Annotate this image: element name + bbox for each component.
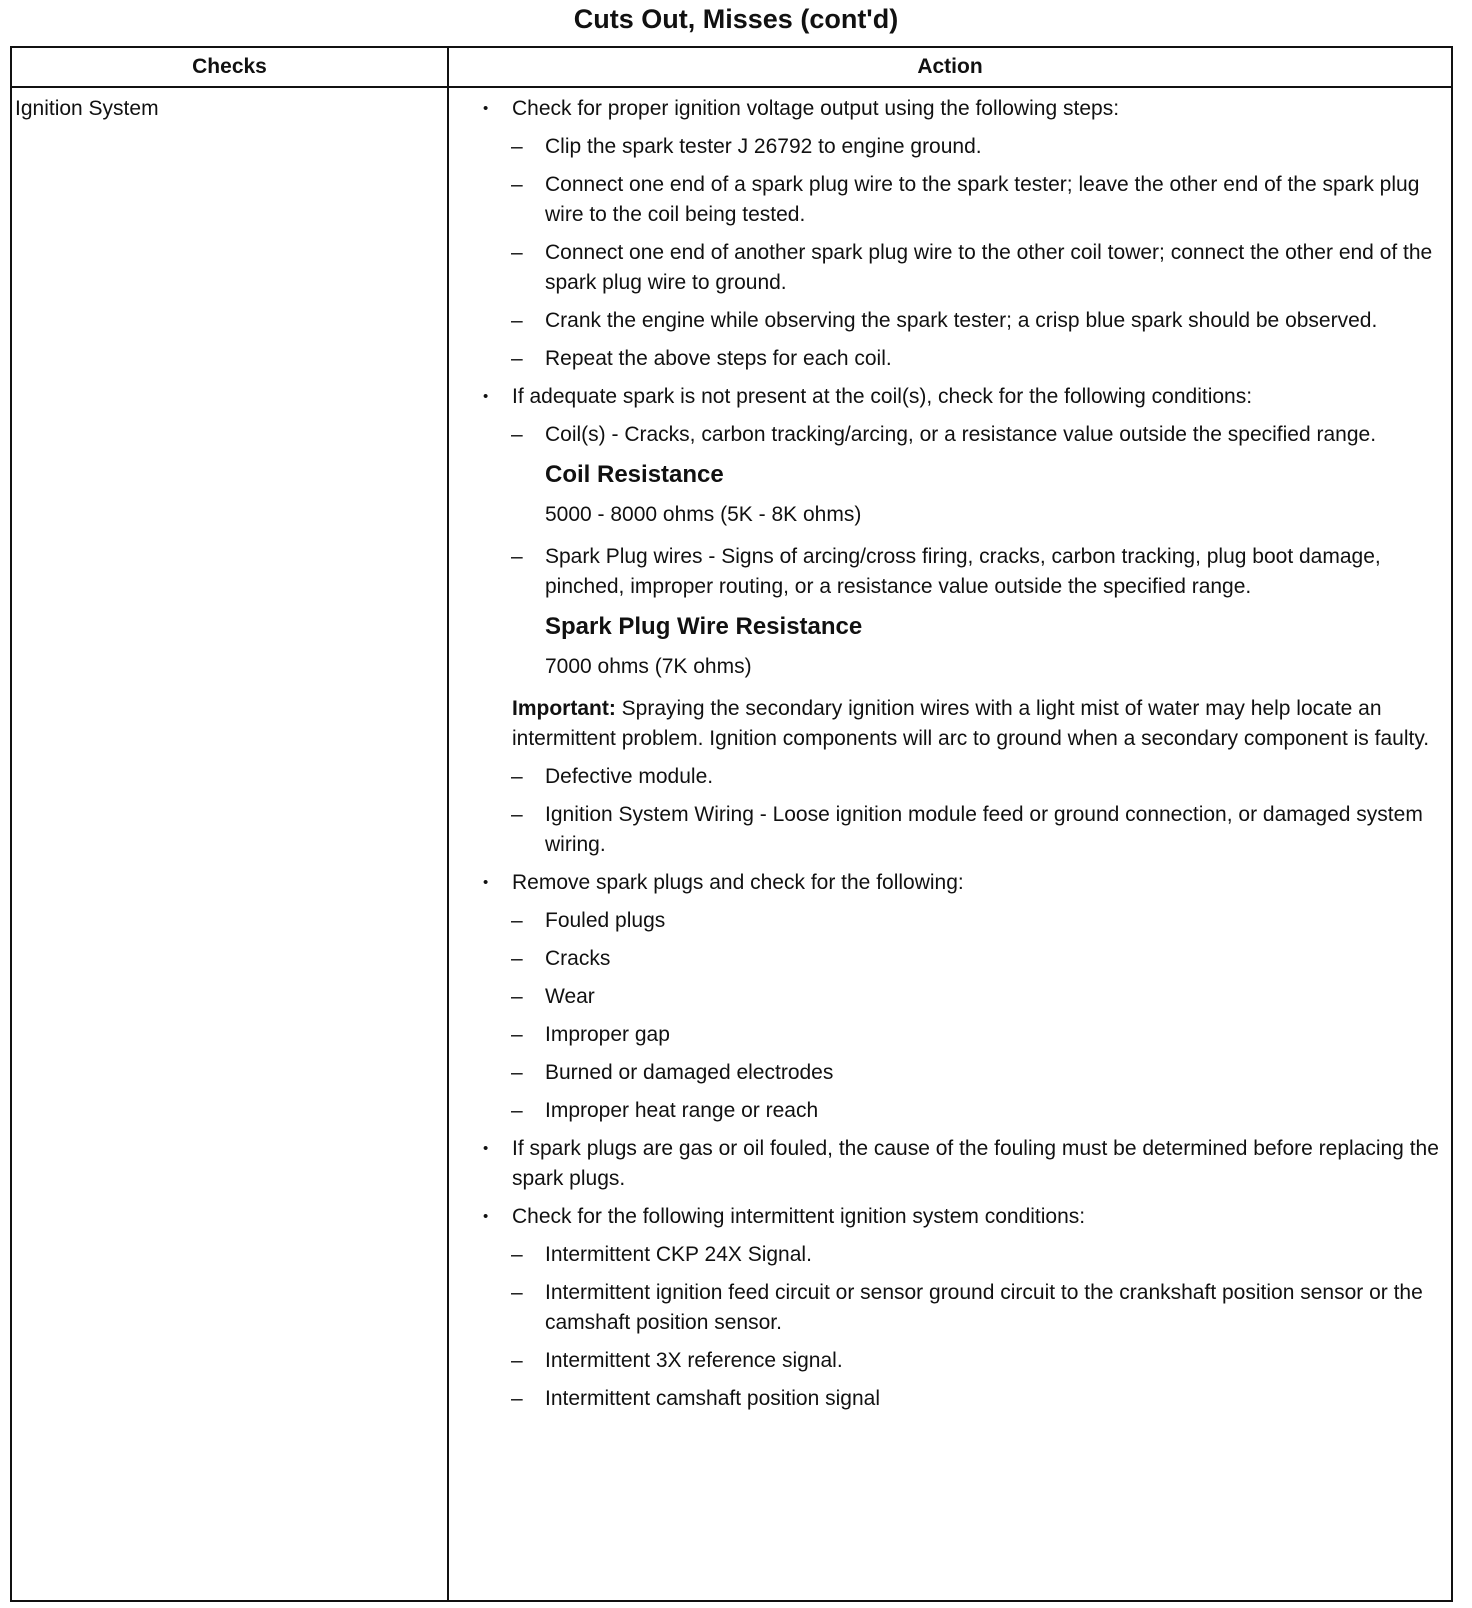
dash-item: – Improper heat range or reach	[479, 1096, 1443, 1126]
dash-item: – Spark Plug wires - Signs of arcing/cross firing, cracks, carbon tracking, plug boot damage, pinched, improper routing, or a resistance value outside the specified range.	[479, 542, 1443, 602]
dash-item: – Improper gap	[479, 1020, 1443, 1050]
coil-resistance-value: 5000 - 8000 ohms (5K - 8K ohms)	[545, 503, 862, 526]
dash-item: – Wear	[479, 982, 1443, 1012]
dash-item: – Burned or damaged electrodes	[479, 1058, 1443, 1088]
header-row	[11, 47, 1452, 87]
dash-item: – Intermittent 3X reference signal.	[479, 1346, 1443, 1376]
important-label: Important:	[512, 697, 616, 720]
wire-resistance-heading: Spark Plug Wire Resistance	[545, 613, 863, 640]
dash-item: – Connect one end of a spark plug wire to the spark tester; leave the other end of the spark plug wire to the coil being tested.	[479, 170, 1443, 230]
diagnostic-table	[10, 46, 1453, 1602]
dash-item: – Fouled plugs	[479, 906, 1443, 936]
dash-item: – Ignition System Wiring - Loose ignition module feed or ground connection, or damaged system wiring.	[479, 800, 1443, 860]
dash-item: – Coil(s) - Cracks, carbon tracking/arcing, or a resistance value outside the specified range.	[479, 420, 1443, 450]
bullet-item: • If adequate spark is not present at the coil(s), check for the following conditions:	[479, 382, 1443, 412]
bullet-item: • Check for proper ignition voltage output using the following steps:	[479, 94, 1443, 124]
dash-item: – Clip the spark tester J 26792 to engine ground.	[479, 132, 1443, 162]
bullet-item: • Check for the following intermittent ignition system conditions:	[479, 1202, 1443, 1232]
action-cell	[448, 87, 1452, 1601]
checks-column-header: Checks	[11, 47, 448, 87]
important-note	[479, 694, 1443, 754]
coil-resistance-heading: Coil Resistance	[545, 461, 724, 488]
dash-item: – Defective module.	[479, 762, 1443, 792]
dash-item: – Crank the engine while observing the spark tester; a crisp blue spark should be observed.	[479, 306, 1443, 336]
action-column-header: Action	[448, 47, 1452, 87]
bullet-item: • If spark plugs are gas or oil fouled, the cause of the fouling must be determined before replacing the spark plugs.	[479, 1134, 1443, 1194]
table-row	[11, 87, 1452, 1601]
dash-item: – Cracks	[479, 944, 1443, 974]
important-text: Spraying the secondary ignition wires with a light mist of water may help locate an intermittent problem. Ignition components will arc to ground when a secondary component is faulty.	[512, 697, 1430, 750]
dash-item: – Repeat the above steps for each coil.	[479, 344, 1443, 374]
bullet-item: • Remove spark plugs and check for the following:	[479, 868, 1443, 898]
dash-item: – Intermittent CKP 24X Signal.	[479, 1240, 1443, 1270]
page-title: Cuts Out, Misses (cont'd)	[573, 4, 899, 34]
wire-resistance-value: 7000 ohms (7K ohms)	[545, 655, 752, 678]
dash-item: – Intermittent ignition feed circuit or sensor ground circuit to the crankshaft position sensor or the camshaft position sensor.	[479, 1278, 1443, 1338]
check-cell	[11, 87, 448, 1601]
check-label: Ignition System	[15, 97, 159, 120]
dash-item: – Connect one end of another spark plug wire to the other coil tower; connect the other end of the spark plug wire to ground.	[479, 238, 1443, 298]
dash-item: – Intermittent camshaft position signal	[479, 1384, 1443, 1414]
